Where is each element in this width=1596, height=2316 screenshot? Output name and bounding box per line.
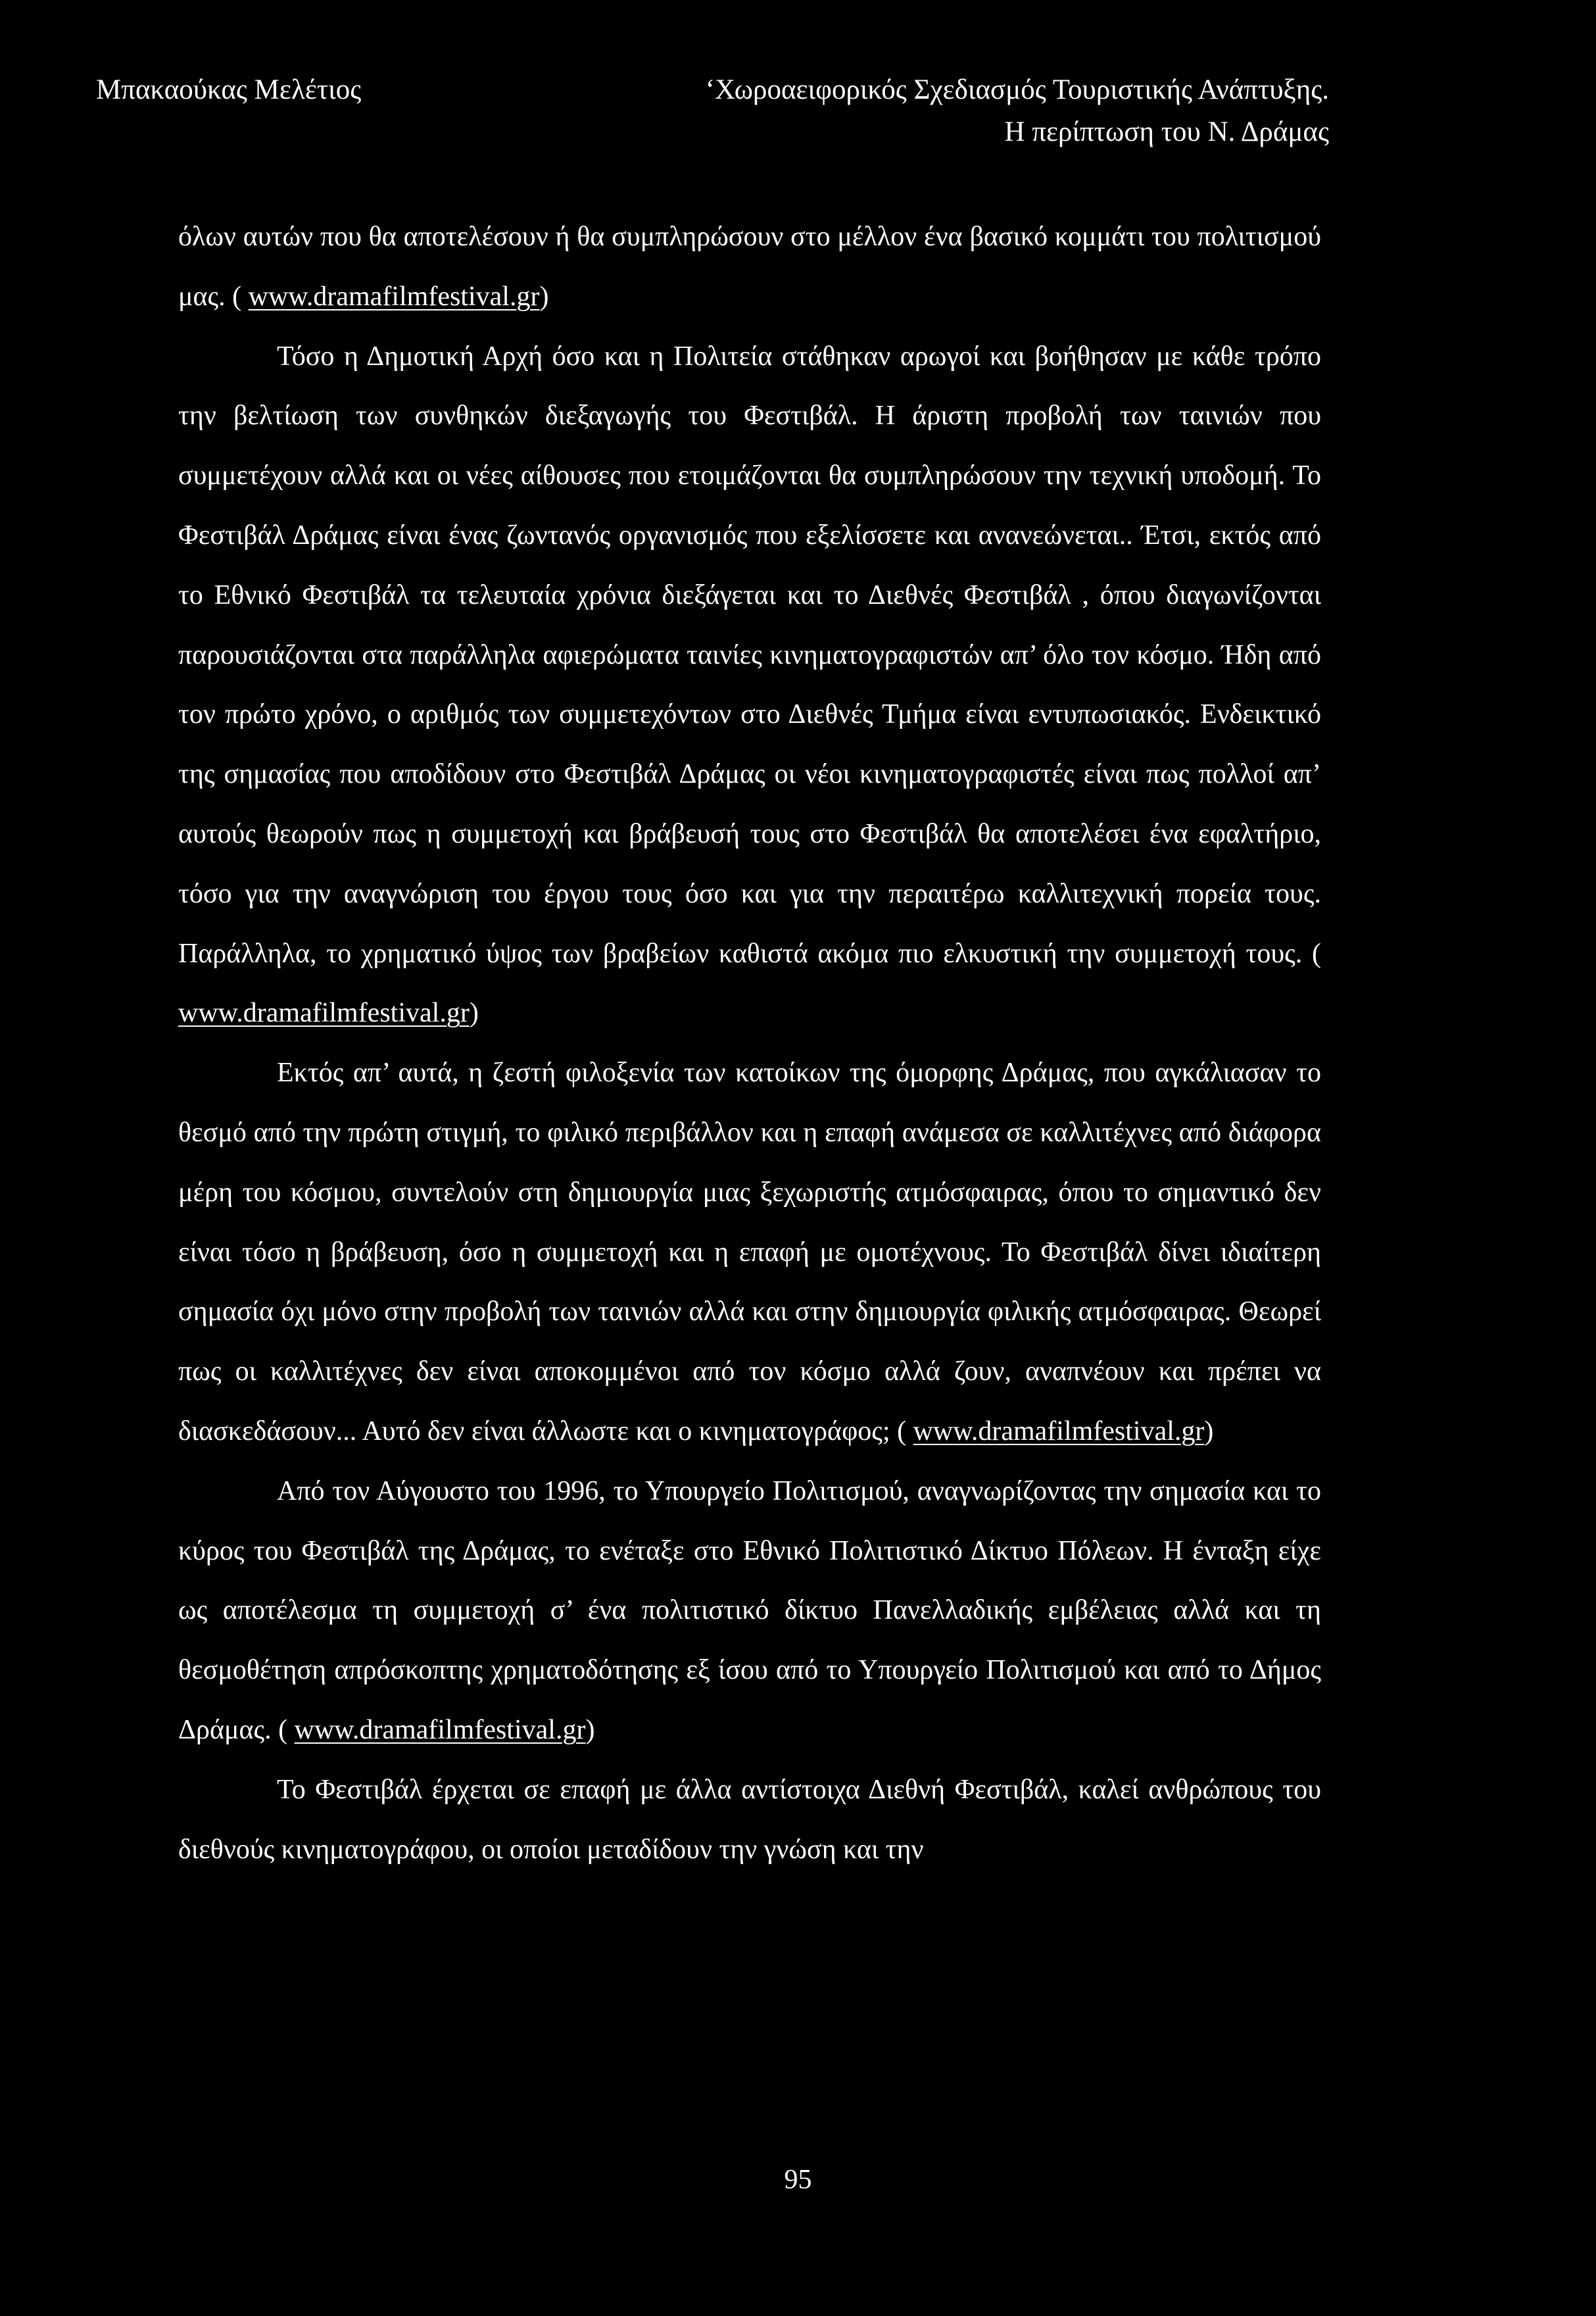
body-text [178,207,1321,1879]
paragraph-4-text: Από τον Αύγουστο του 1996, το Υπουργείο Πολιτισμού, αναγνωρίζοντας την σημασία και το κύρος του Φεστιβάλ της Δράμας, το ενέταξε στο Εθνικό Πολιτιστικό Δίκτυο Πόλεων. Η ένταξη είχε ως αποτέλεσμα τη συμμετοχή σ’ ένα πολιτιστικό δίκτυο Πανελλαδικής εμβέλειας αλλά και τη θεσμοθέτηση απρόσκοπτης χρηματοδότησης εξ ίσου από το Υπουργείο Πολιτισμού και από το Δήμος Δράμας. ( [178,1475,1321,1745]
paragraph-3-text: Εκτός απ’ αυτά, η ζεστή φιλοξενία των κατοίκων της όμορφης Δράμας, που αγκάλιασαν το θεσμό από την πρώτη στιγμή, το φιλικό περιβάλλον και η επαφή ανάμεσα σε καλλιτέχνες από διάφορα μέρη του κόσμου, συντελούν στη δημιουργία μιας ξεχωριστής ατμόσφαιρας, όπου το σημαντικό δεν είναι τόσο η βράβευση, όσο η συμμετοχή και η επαφή με ομοτέχνους. Το Φεστιβάλ δίνει ιδιαίτερη σημασία όχι μόνο στην προβολή των ταινιών αλλά και στην δημιουργία φιλικής ατμόσφαιρας. Θεωρεί πως οι καλλιτέχνες δεν είναι αποκομμένοι από τον κόσμο αλλά ζουν, αναπνέουν και πρέπει να διασκεδάσουν... Αυτό δεν είναι άλλωστε και ο κινηματογράφος; ( [178,1058,1321,1446]
header-author: Μπακαούκας Μελέτιος [96,74,362,105]
paragraph-4-link[interactable]: www.dramafilmfestival.gr [294,1714,586,1745]
paragraph-1-close: ) [539,281,549,312]
paragraph-3-close: ) [1204,1416,1214,1446]
paragraph-4 [178,1462,1321,1760]
paragraph-5-text: Το Φεστιβάλ έρχεται σε επαφή με άλλα αντίστοιχα Διεθνή Φεστιβάλ, καλεί ανθρώπους του διεθνούς κινηματογράφου, οι οποίοι μεταδίδουν την γνώση και την [178,1774,1321,1865]
paragraph-4-close: ) [585,1714,595,1745]
paragraph-1 [178,207,1321,327]
paragraph-1-link[interactable]: www.dramafilmfestival.gr [248,281,540,312]
paragraph-5 [178,1760,1321,1880]
header-title-line-2: Η περίπτωση του Ν. Δράμας [1004,116,1329,147]
paragraph-2-link[interactable]: www.dramafilmfestival.gr [178,998,470,1029]
paragraph-3 [178,1043,1321,1462]
paragraph-2-text: Τόσο η Δημοτική Αρχή όσο και η Πολιτεία στάθηκαν αρωγοί και βοήθησαν με κάθε τρόπο την βελτίωση των συνθηκών διεξαγωγής του Φεστιβάλ. Η άριστη προβολή των ταινιών που συμμετέχουν αλλά και οι νέες αίθουσες που ετοιμάζονται θα συμπληρώσουν την τεχνική υποδομή. Το Φεστιβάλ Δράμας είναι ένας ζωντανός οργανισμός που εξελίσσετε και ανανεώνεται.. Έτσι, εκτός από το Εθνικό Φεστιβάλ τα τελευταία χρόνια διεξάγεται και το Διεθνές Φεστιβάλ , όπου διαγωνίζονται παρουσιάζονται στα παράλληλα αφιερώματα ταινίες κινηματογραφιστών απ’ όλο τον κόσμο. Ήδη από τον πρώτο χρόνο, ο αριθμός των συμμετεχόντων στο Διεθνές Τμήμα είναι εντυπωσιακός. Ενδεικτικό της σημασίας που αποδίδουν στο Φεστιβάλ Δράμας οι νέοι κινηματογραφιστές είναι πως πολλοί απ’ αυτούς θεωρούν πως η συμμετοχή και βράβευσή τους στο Φεστιβάλ θα αποτελέσει ένα εφαλτήριο, τόσο για την αναγνώριση του έργου τους όσο και για την περαιτέρω καλλιτεχνική πορεία τους. Παράλληλα, το χρηματικό ύψος των βραβείων καθιστά ακόμα πιο ελκυστική την συμμετοχή τους. ( [178,341,1321,969]
paragraph-3-link[interactable]: www.dramafilmfestival.gr [913,1416,1205,1446]
header-title-line-1: ‘Χωροαειφορικός Σχεδιασμός Τουριστικής Ανάπτυξης. [705,74,1329,105]
paragraph-2-close: ) [469,998,479,1029]
page-number: 95 [784,2165,812,2195]
paragraph-2 [178,327,1321,1044]
paragraph-1-text: όλων αυτών που θα αποτελέσουν ή θα συμπληρώσουν στο μέλλον ένα βασικό κομμάτι του πολιτισμού μας. ( [178,222,1321,312]
header-title [706,69,1329,153]
